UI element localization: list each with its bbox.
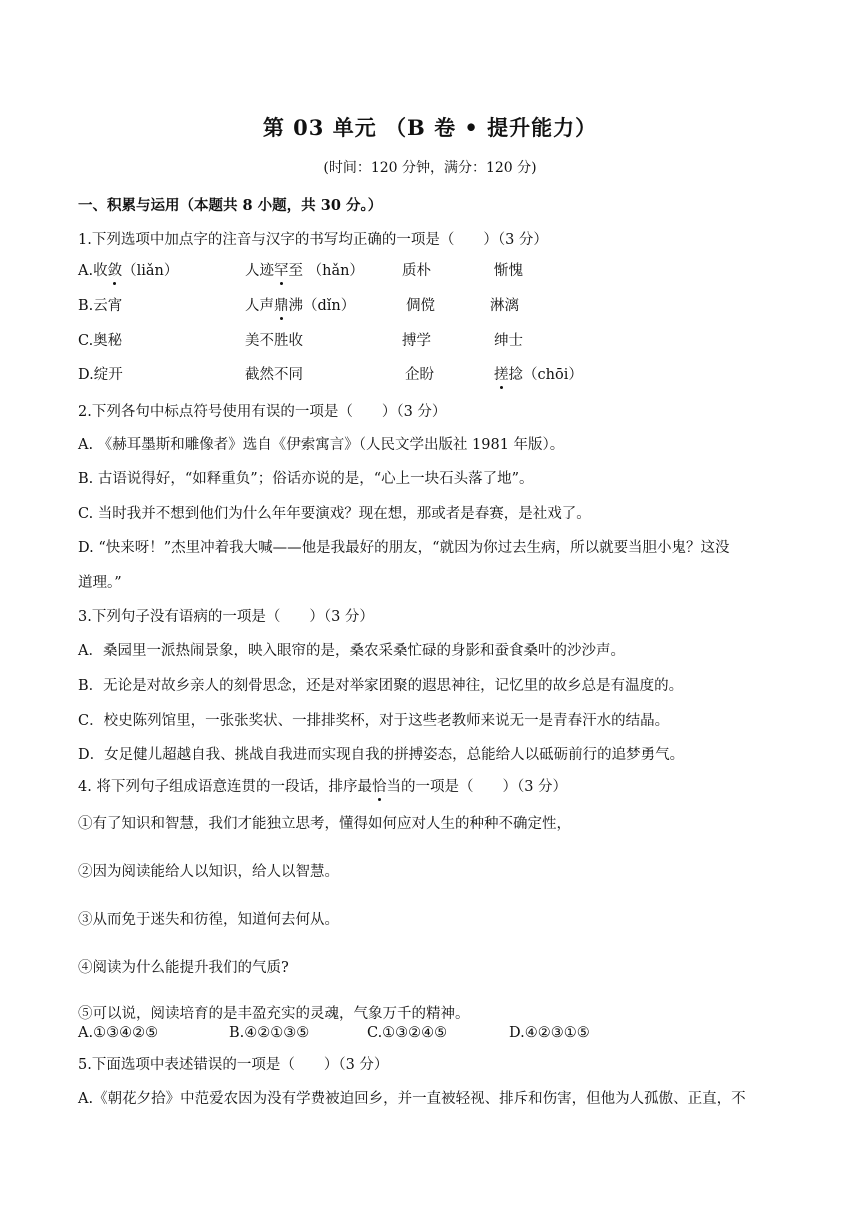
q1-d-word4: 搓捻（chōi） [494, 363, 583, 384]
q3-option-a: A．桑园里一派热闹景象，映入眼帘的是，桑农采桑忙碌的身影和蚕食桑叶的沙沙声。 [78, 643, 625, 659]
q3-option-d: D．女足健儿超越自我、挑战自我进而实现自我的拼搏姿态，总能给人以砥砺前行的追梦勇气。 [78, 747, 685, 763]
q2-option-d-line1: D. “快来呀！”杰里冲着我大喊——他是我最好的朋友，“就因为你过去生病，所以就要当胆小鬼？这没 [78, 540, 730, 556]
q1-stem: 1.下列选项中加点字的注音与汉字的书写均正确的一项是（ ）（3 分） [78, 232, 548, 248]
q4-sentence-2: ②因为阅读能给人以知识，给人以智慧。 [78, 864, 339, 880]
q1-a-word2: 人迹罕至 （hǎn） [245, 259, 364, 280]
q1-a-word3: 质朴 [402, 263, 431, 279]
page-title: 第 03 单元 （B 卷 • 提升能力） [262, 115, 598, 140]
exam-info: (时间：120 分钟，满分：120 分) [323, 160, 537, 176]
q4-sentence-3: ③从而免于迷失和彷徨，知道何去何从。 [78, 912, 339, 928]
q3-option-b: B．无论是对故乡亲人的刻骨思念，还是对举家团聚的遐思神往，记忆里的故乡总是有温度的。 [78, 678, 684, 694]
q1-d-word2: 截然不同 [245, 367, 303, 383]
q3-stem: 3.下列句子没有语病的一项是（ ）（3 分） [78, 609, 374, 625]
q4-option-c: C.①③②④⑤ [367, 1025, 448, 1041]
emphasis-dot-char: 搓 [494, 363, 509, 384]
q2-option-b: B. 古语说得好，“如释重负”；俗话亦说的是，“心上一块石头落了地”。 [78, 471, 534, 487]
q1-d-word1: D.绽开 [78, 367, 123, 383]
q4-option-a: A.①③④②⑤ [78, 1025, 159, 1041]
q1-b-word4: 淋漓 [490, 298, 519, 314]
q1-b-word1: B.云宵 [78, 298, 123, 314]
q1-a-word1: A.收敛（liǎn） [78, 259, 178, 280]
q1-b-word2: 人声鼎沸（dǐn） [245, 294, 355, 315]
q1-a-word4: 惭愧 [494, 263, 523, 279]
q2-option-a: A. 《赫耳墨斯和雕像者》选自《伊索寓言》（人民文学出版社 1981 年版）。 [78, 437, 565, 453]
q1-b-word3: 倜傥 [406, 298, 435, 314]
q3-option-c: C．校史陈列馆里，一张张奖状、一排排奖杯，对于这些老教师来说无一是青春汗水的结晶。 [78, 713, 670, 729]
q2-option-c: C. 当时我并不想到他们为什么年年要演戏？现在想，那或者是春赛，是社戏了。 [78, 506, 591, 522]
q1-c-word2: 美不胜收 [245, 333, 303, 349]
section-heading: 一、积累与运用（本题共 8 小题，共 30 分。） [78, 197, 383, 214]
q1-c-word1: C.奥秘 [78, 333, 123, 349]
emphasis-dot-char: 敛 [108, 259, 123, 280]
q5-stem: 5.下面选项中表述错误的一项是（ ）（3 分） [78, 1057, 389, 1073]
emphasis-dot-char: 鼎 [274, 294, 289, 315]
q2-option-d-line2: 道理。” [78, 575, 122, 591]
emphasis-dot-char: 罕 [274, 259, 289, 280]
q1-d-word3: 企盼 [405, 367, 434, 383]
q5-option-a: A.《朝花夕拾》中范爱农因为没有学费被迫回乡，并一直被轻视、排斥和伤害，但他为人孤傲、正直，不 [78, 1091, 746, 1107]
q4-sentence-1: ①有了知识和智慧，我们才能独立思考，懂得如何应对人生的种种不确定性， [78, 816, 571, 832]
q4-option-b: B.④②①③⑤ [229, 1025, 310, 1041]
emphasis-dot-char: 恰 [372, 775, 387, 796]
q4-stem: 4. 将下列句子组成语意连贯的一段话，排序最恰当的一项是（ ）（3 分） [78, 775, 567, 796]
q4-sentence-4: ④阅读为什么能提升我们的气质? [78, 960, 289, 976]
q1-c-word3: 搏学 [402, 333, 431, 349]
q4-option-d: D.④②③①⑤ [509, 1025, 590, 1041]
q4-sentence-5: ⑤可以说，阅读培育的是丰盈充实的灵魂，气象万千的精神。 [78, 1006, 470, 1022]
q2-stem: 2.下列各句中标点符号使用有误的一项是（ ）（3 分） [78, 404, 447, 420]
q1-c-word4: 绅士 [494, 333, 523, 349]
